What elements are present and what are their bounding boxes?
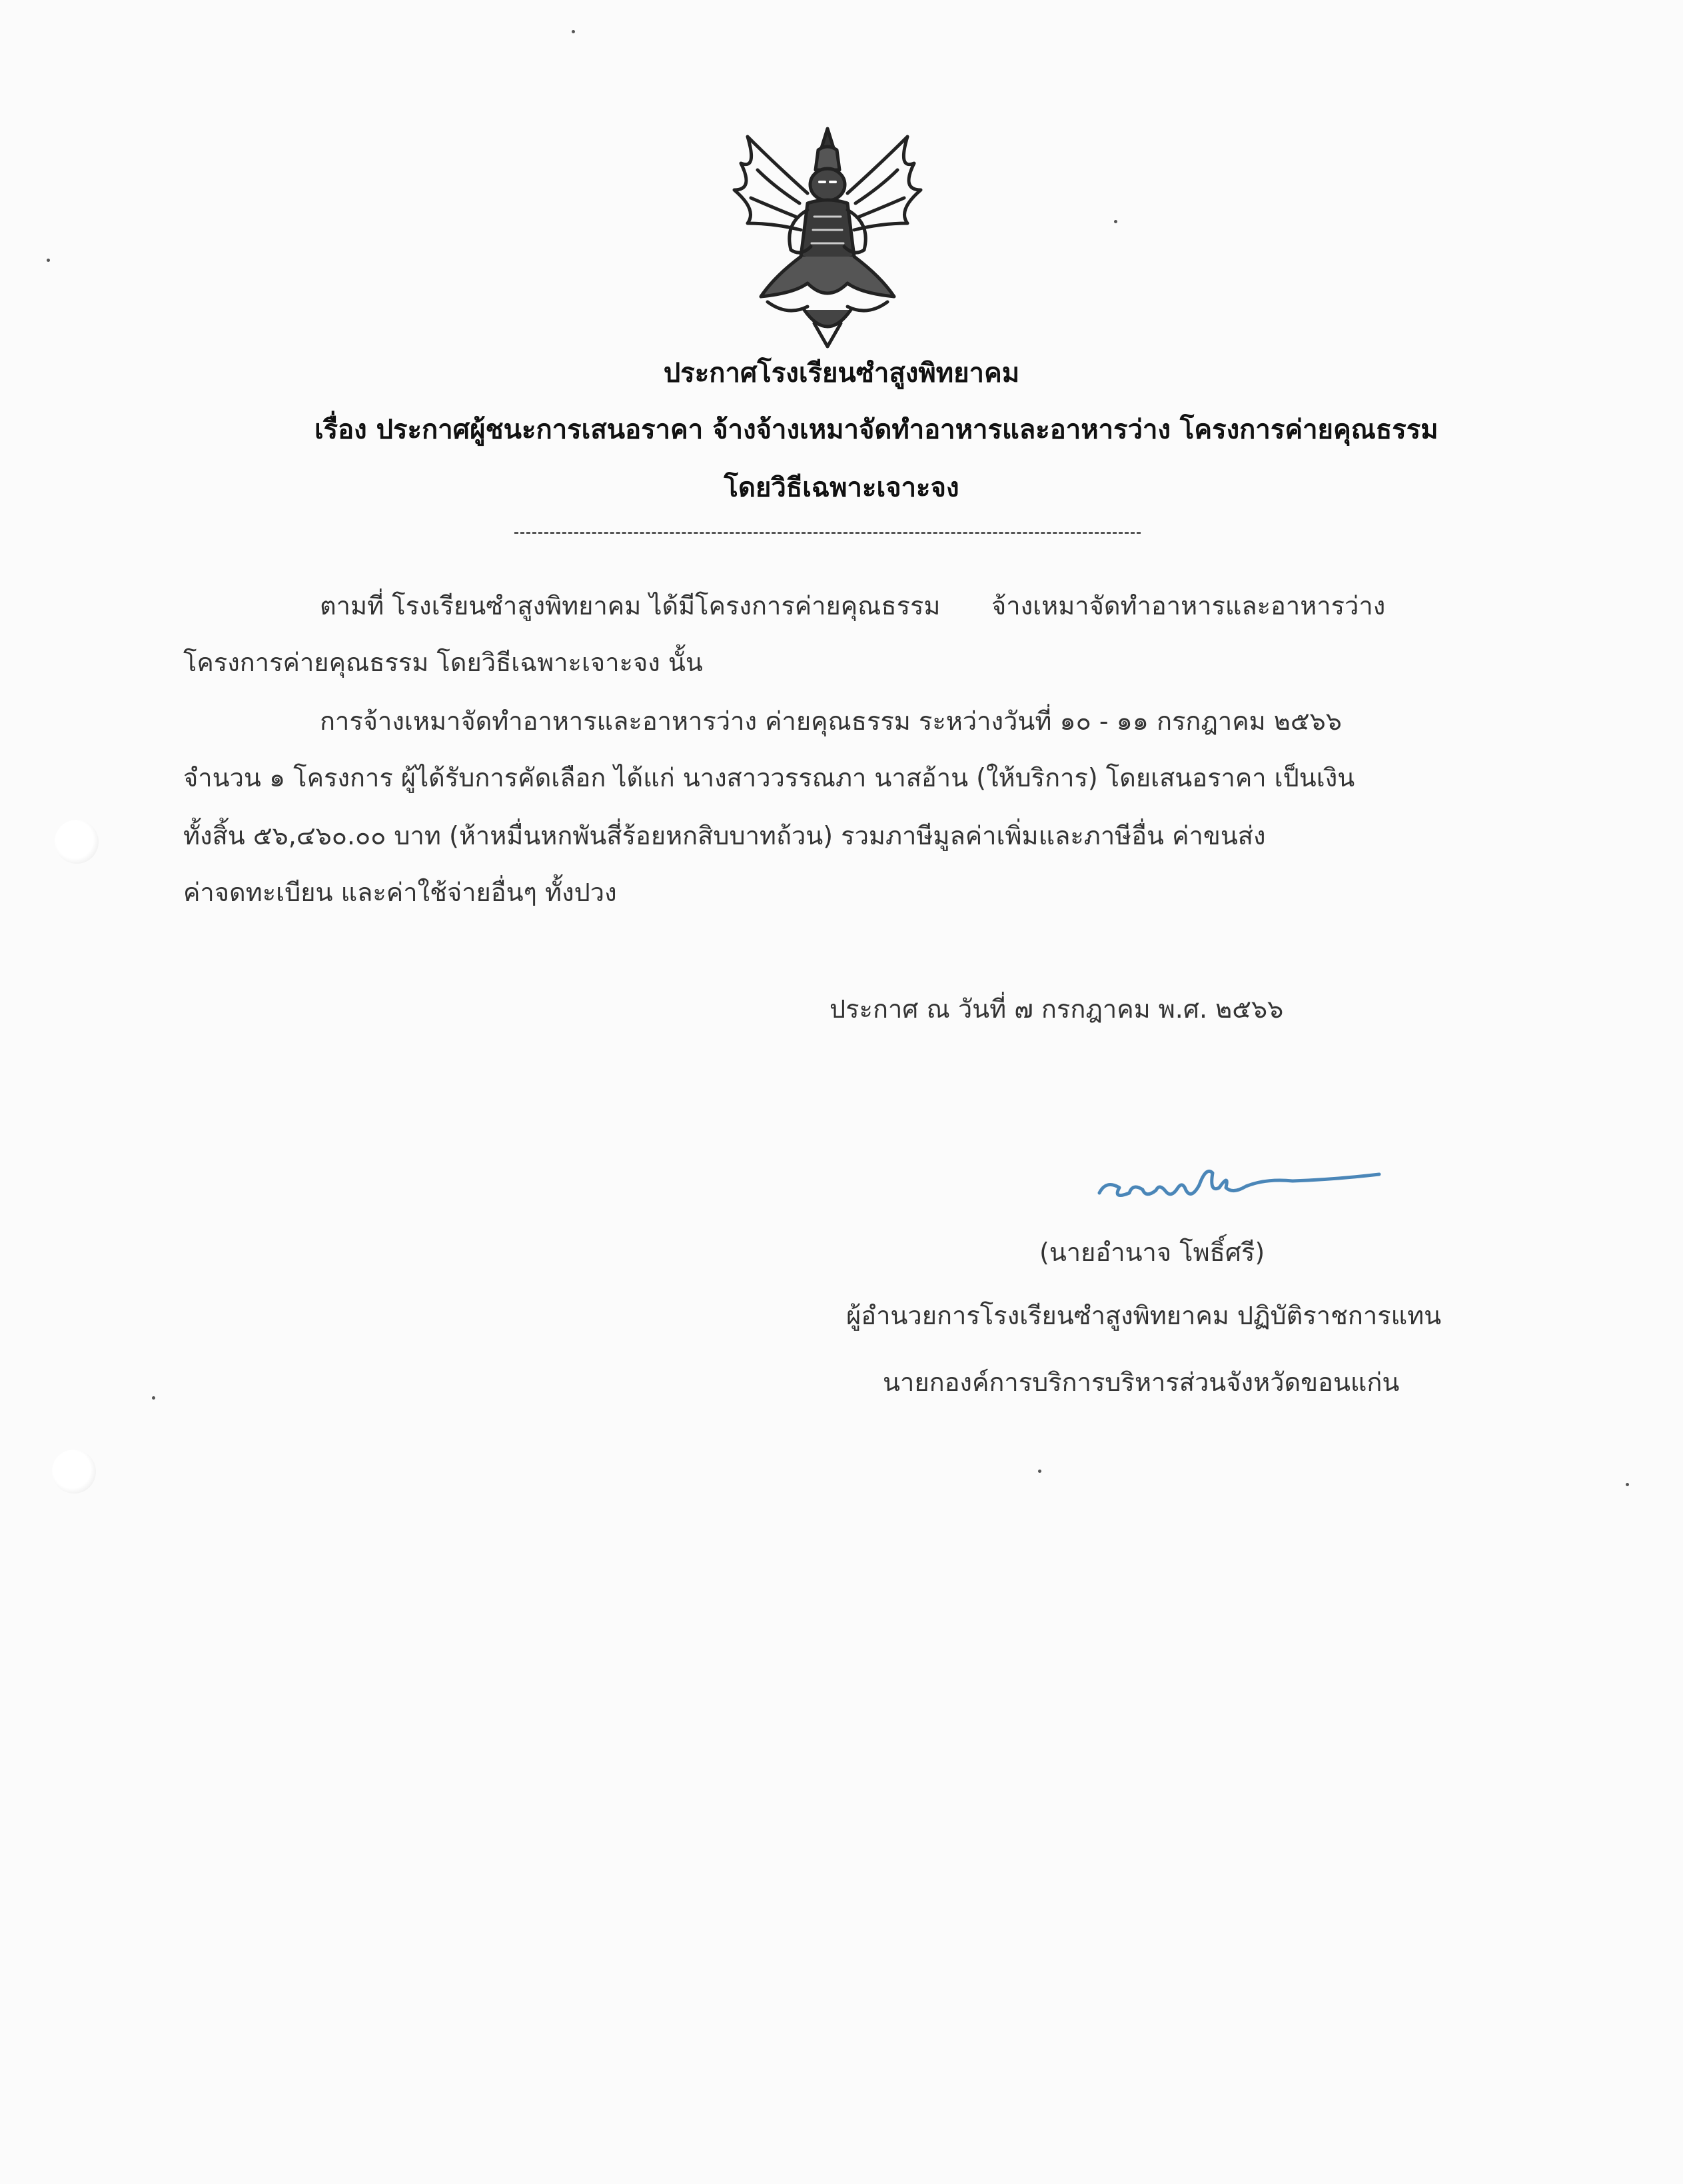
garuda-emblem-icon — [721, 123, 934, 350]
divider — [514, 532, 1141, 534]
signer-position-line-2: นายกองค์การบริการบริหารส่วนจังหวัดขอนแก่น — [883, 1368, 1400, 1397]
paragraph-1-line-1a: ตามที่ โรงเรียนซำสูงพิทยาคม ได้มีโครงการค่ายคุณธรรม — [320, 591, 941, 620]
paragraph-2-line-3: ทั้งสิ้น ๕๖,๔๖๐.๐๐ บาท (ห้าหมื่นหกพันสี่ร้อยหกสิบบาทถ้วน) รวมภาษีมูลค่าเพิ่มและภาษีอื่น ค่าขนส่ง — [183, 821, 1266, 850]
announcement-subject: เรื่อง ประกาศผู้ชนะการเสนอราคา จ้างจ้างเหมาจัดทำอาหารและอาหารว่าง โครงการค่ายคุณธรรม — [314, 415, 1438, 445]
paragraph-2-line-4: ค่าจดทะเบียน และค่าใช้จ่ายอื่นๆ ทั้งปวง — [183, 878, 617, 907]
paragraph-1-line-1b: จ้างเหมาจัดทำอาหารและอาหารว่าง — [991, 591, 1386, 620]
paragraph-1-line-2: โครงการค่ายคุณธรรม โดยวิธีเฉพาะเจาะจง นั้น — [183, 648, 703, 677]
scan-speck — [1038, 1470, 1041, 1473]
scan-speck — [572, 30, 575, 33]
scan-speck — [47, 259, 50, 262]
procurement-method: โดยวิธีเฉพาะเจาะจง — [724, 473, 959, 503]
handwritten-signature — [1093, 1146, 1386, 1220]
scan-speck — [1626, 1483, 1629, 1486]
punch-hole — [55, 820, 99, 864]
announcement-title: ประกาศโรงเรียนซำสูงพิทยาคม — [663, 358, 1020, 389]
signer-position-line-1: ผู้อำนวยการโรงเรียนซำสูงพิทยาคม ปฏิบัติราชการแทน — [846, 1301, 1442, 1330]
paragraph-2-line-1: การจ้างเหมาจัดทำอาหารและอาหารว่าง ค่ายคุณธรรม ระหว่างวันที่ ๑๐ - ๑๑ กรกฎาคม ๒๕๖๖ — [320, 706, 1342, 736]
announcement-date: ประกาศ ณ วันที่ ๗ กรกฎาคม พ.ศ. ๒๕๖๖ — [830, 994, 1284, 1024]
punch-hole — [52, 1450, 96, 1494]
scan-speck — [152, 1396, 155, 1400]
signer-name: (นายอำนาจ โพธิ์ศรี) — [1039, 1238, 1265, 1267]
paragraph-2-line-2: จำนวน ๑ โครงการ ผู้ได้รับการคัดเลือก ได้แก่ นางสาววรรณภา นาสอ้าน (ให้บริการ) โดยเสนอราคา เป็นเงิน — [183, 763, 1355, 792]
scan-speck — [1114, 220, 1117, 223]
